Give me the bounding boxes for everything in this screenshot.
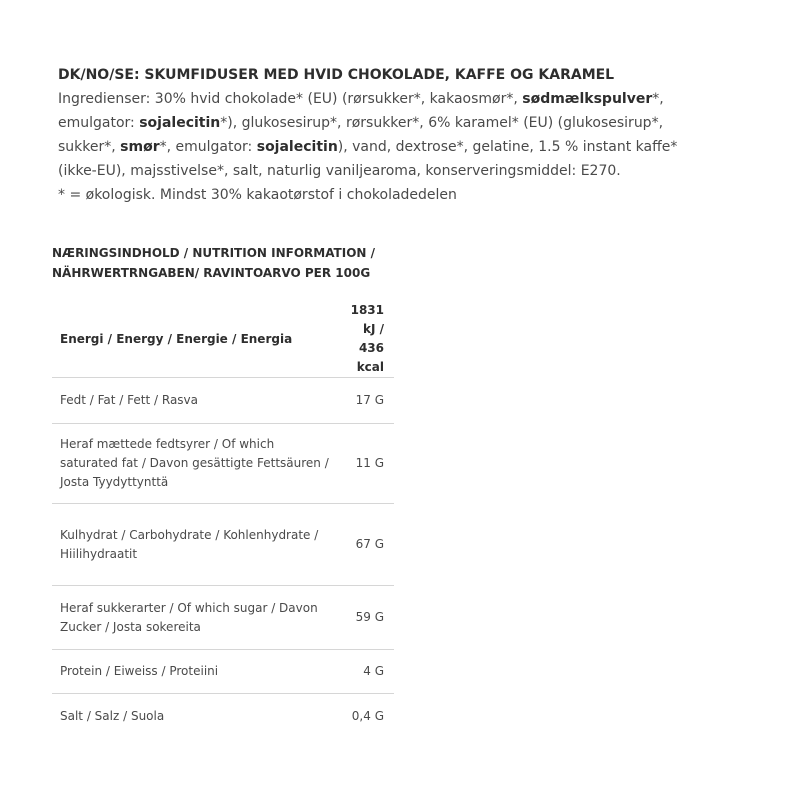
nutrient-label: Heraf mættede fedtsyrer / Of which saturated fat / Davon gesättigte Fettsäuren / Josta Tyydyttynttä	[52, 424, 335, 504]
nutrition-heading	[52, 243, 412, 283]
allergen-text: sødmælkspulver	[522, 91, 653, 107]
nutrition-heading-line2: NÄHRWERTRNGABEN/ RAVINTOARVO PER 100G	[52, 266, 371, 280]
ingredient-text: Ingredienser: 30% hvid chokolade* (EU) (rørsukker*, kakaosmør*,	[58, 91, 523, 107]
nutrient-label: Energi / Energy / Energie / Energia	[52, 301, 335, 378]
nutrient-value: 0,4 G	[351, 709, 384, 724]
nutrient-value: 17 G	[335, 378, 394, 424]
product-info	[58, 63, 698, 207]
allergen-text: smør	[120, 139, 160, 155]
table-row	[52, 301, 394, 378]
ingredient-text: *, emulgator:	[58, 91, 664, 131]
nutrient-label: Protein / Eiweiss / Proteiini	[52, 650, 335, 694]
organic-footnote: * = økologisk. Mindst 30% kakaotørstof i chokoladedelen	[58, 187, 457, 203]
allergen-text: sojalecitin	[256, 139, 338, 155]
nutrition-table	[52, 301, 394, 740]
nutrient-value: 4 G	[335, 650, 394, 694]
ingredients-text	[58, 87, 698, 183]
table-row	[52, 586, 394, 650]
table-row	[52, 650, 394, 694]
nutrition-heading-line1: NÆRINGSINDHOLD / NUTRITION INFORMATION /	[52, 246, 376, 260]
table-row	[52, 378, 394, 424]
nutrient-label: Fedt / Fat / Fett / Rasva	[52, 378, 335, 424]
nutrient-value: 1831 kJ / 436 kcal	[335, 301, 394, 378]
nutrient-label: Heraf sukkerarter / Of which sugar / Davon Zucker / Josta sokereita	[52, 586, 335, 650]
nutrient-value: 11 G	[335, 424, 394, 504]
ingredient-text: *), glukosesirup*, rørsukker*, 6% karamel* (EU) (glukosesirup*, sukker*,	[58, 115, 664, 155]
allergen-text: sojalecitin	[139, 115, 221, 131]
table-row	[52, 694, 394, 740]
product-title: DK/NO/SE: SKUMFIDUSER MED HVID CHOKOLADE, KAFFE OG KARAMEL	[58, 67, 615, 83]
ingredient-text: *, emulgator:	[159, 139, 257, 155]
nutrient-value: 67 G	[335, 504, 394, 586]
ingredient-text: ), vand, dextrose*, gelatine, 1.5 % instant kaffe* (ikke-EU), majsstivelse*, salt, naturlig vaniljearoma, konserveringsmiddel: E270.	[58, 139, 678, 179]
table-row	[52, 504, 394, 586]
nutrient-label: Kulhydrat / Carbohydrate / Kohlenhydrate / Hiilihydraatit	[52, 504, 335, 586]
nutrient-value: 59 G	[335, 586, 394, 650]
table-row	[52, 424, 394, 504]
nutrient-label: Salt / Salz / Suola	[60, 709, 165, 724]
